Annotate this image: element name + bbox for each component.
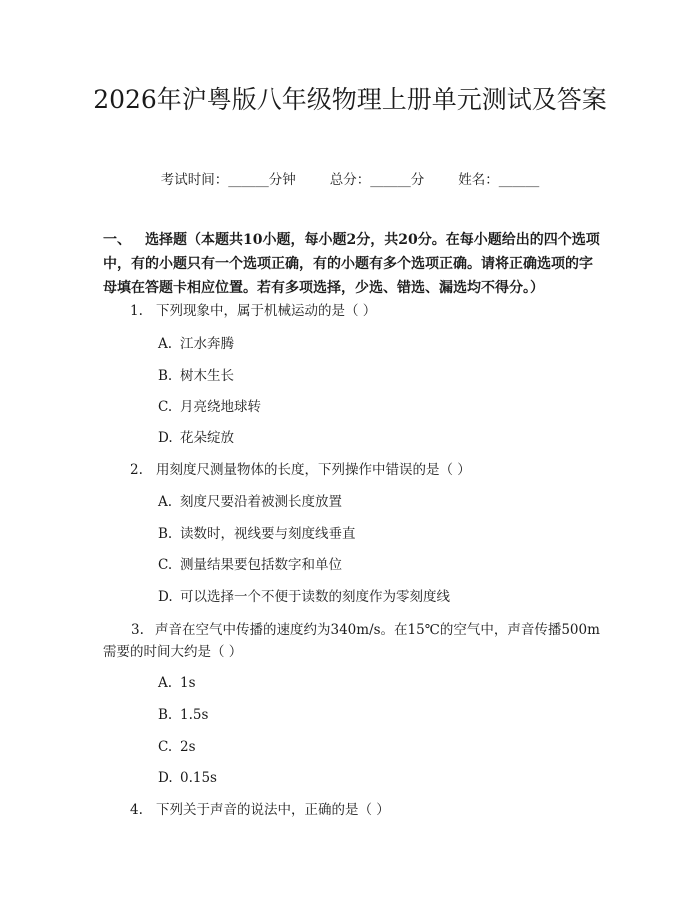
option-text: 1s	[180, 675, 196, 691]
question-text: 用刻度尺测量物体的长度，下列操作中错误的是（ ）	[156, 462, 471, 478]
option-text: 刻度尺要沿着被测长度放置	[180, 494, 342, 510]
question-3-option-b	[158, 705, 208, 725]
option-letter: C.	[158, 739, 173, 755]
question-text: 声音在空气中传播的速度约为340m/s。在15℃的空气中，声音传播500m需要的时间大约是（ ）	[103, 622, 600, 660]
option-text: 树木生长	[180, 368, 234, 384]
question-2	[130, 460, 471, 480]
question-2-option-a	[158, 492, 342, 512]
option-letter: B.	[158, 526, 173, 542]
question-3-option-d	[158, 768, 217, 788]
name-label: 姓名：______	[458, 172, 540, 188]
option-text: 0.15s	[180, 770, 217, 786]
option-letter: D.	[158, 589, 173, 605]
question-number: 4.	[130, 802, 143, 818]
question-1-option-b	[158, 366, 234, 386]
section-instructions: 选择题（本题共10小题，每小题2分，共20分。在每小题给出的四个选项中，有的小题只有一个选项正确，有的小题有多个选项正确。请将正确选项的字母填在答题卡相应位置。若有多项选择，少选、错选、漏选均不得分。）	[103, 232, 600, 296]
option-letter: C.	[158, 557, 173, 573]
option-text: 月亮绕地球转	[180, 399, 261, 415]
option-letter: D.	[158, 770, 173, 786]
total-score-label: 总分：______分	[329, 172, 425, 188]
option-text: 读数时，视线要与刻度线垂直	[180, 526, 356, 542]
question-2-option-b	[158, 524, 356, 544]
document-title: 2026年沪粤版八年级物理上册单元测试及答案	[93, 85, 607, 114]
question-number: 1.	[130, 303, 143, 319]
exam-time-label: 考试时间：______分钟	[160, 172, 296, 188]
option-text: 测量结果要包括数字和单位	[180, 557, 342, 573]
option-letter: D.	[158, 430, 173, 446]
question-1-option-d	[158, 428, 234, 448]
question-4	[130, 800, 390, 820]
question-text: 下列关于声音的说法中，正确的是（ ）	[156, 802, 390, 818]
question-number: 3.	[131, 622, 144, 638]
option-text: 1.5s	[180, 707, 209, 723]
question-1-option-c	[158, 397, 261, 417]
option-letter: B.	[158, 707, 173, 723]
exam-info	[0, 168, 700, 188]
option-letter: C.	[158, 399, 173, 415]
option-letter: A.	[158, 494, 173, 510]
option-text: 江水奔腾	[180, 336, 234, 352]
option-text: 可以选择一个不便于读数的刻度作为零刻度线	[180, 589, 450, 605]
question-3-option-c	[158, 737, 196, 757]
question-2-option-c	[158, 555, 342, 575]
section-number: 一、	[103, 232, 131, 248]
question-3	[103, 619, 603, 663]
option-text: 花朵绽放	[180, 430, 234, 446]
option-letter: A.	[158, 675, 173, 691]
question-1-option-a	[158, 334, 234, 354]
question-2-option-d	[158, 587, 450, 607]
question-1	[130, 301, 376, 321]
option-letter: B.	[158, 368, 173, 384]
option-letter: A.	[158, 336, 173, 352]
option-text: 2s	[180, 739, 196, 755]
question-3-option-a	[158, 673, 196, 693]
section-heading	[103, 228, 603, 300]
question-text: 下列现象中，属于机械运动的是（ ）	[156, 303, 377, 319]
question-number: 2.	[130, 462, 143, 478]
